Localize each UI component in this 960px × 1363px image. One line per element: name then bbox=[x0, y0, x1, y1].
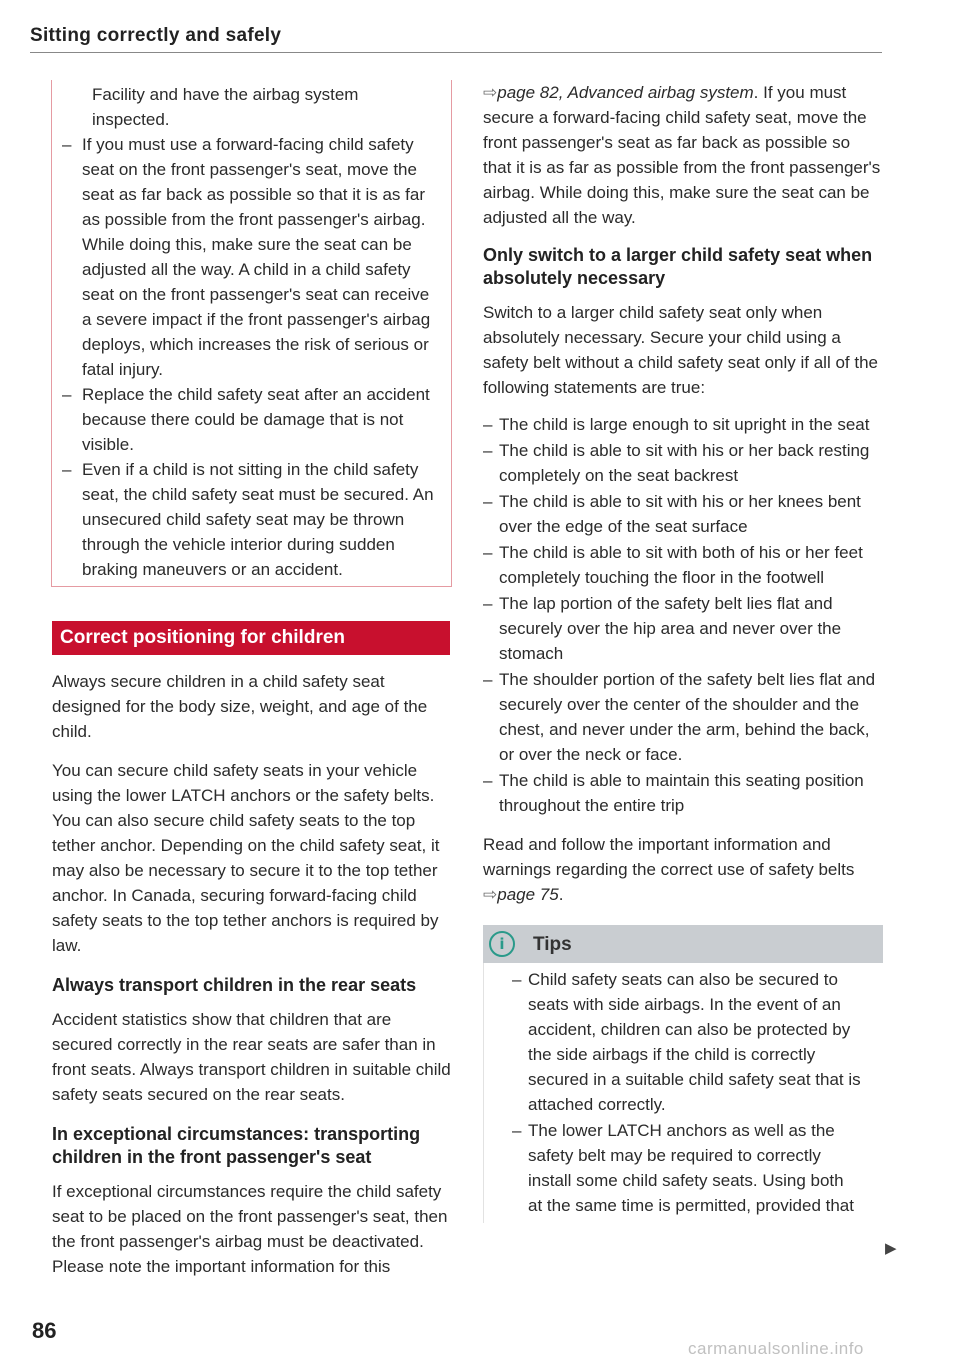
airbag-page-link[interactable]: page 82, Advanced airbag system bbox=[497, 83, 754, 102]
page-number: 86 bbox=[32, 1318, 57, 1343]
list-item: – The child is able to sit with both of his or her feet completely touching the floor in the footwell bbox=[483, 543, 863, 587]
warning-item: – If you must use a forward-facing child safety seat on the front passenger's seat, move the seat as far back as possible so that it is as far as possible from the front passenger's airbag. While doing this, make sure the seat can be adjusted all the way. A child in a child safety seat on the front passenger's seat can receive a severe impact if the front passenger's airbag deploys, which increases the risk of serious or fatal injury. bbox=[62, 135, 431, 379]
warning-item: – Even if a child is not sitting in the child safety seat, the child safety seat must be secured. An unsecured child safety seat may be thrown through the vehicle interior during sudden braking maneuvers or an accident. bbox=[62, 460, 434, 579]
continue-arrow-icon: ▶ bbox=[885, 1240, 897, 1257]
link-arrow-icon: ⇨ bbox=[483, 83, 498, 102]
safety-belts-page-link[interactable]: page 75 bbox=[497, 885, 559, 904]
list-item: – The child is able to sit with his or her back resting completely on the seat backrest bbox=[483, 441, 870, 485]
watermark: carmanualsonline.info bbox=[688, 1339, 864, 1358]
tips-item: – The lower LATCH anchors as well as the safety belt may be required to correctly install some child safety seats. Using both at the same time is permitted, provided that bbox=[512, 1121, 854, 1215]
section-banner-title: Correct positioning for children bbox=[52, 621, 450, 655]
list-item: – The child is large enough to sit upright in the seat bbox=[483, 415, 870, 434]
tips-item: – Child safety seats can also be secured to seats with side airbags. In the event of an accident, children can also be protected by the side airbags if the child is correctly secured in a suitable child safety seat that is attached correctly. bbox=[512, 970, 861, 1114]
exceptional-text: If exceptional circumstances require the child safety seat to be placed on the front passenger's seat, then the front passenger's airbag must be deactivated. Please note the important information for this bbox=[52, 1182, 448, 1276]
exceptional-heading: In exceptional circumstances: transporting children in the front passenger's seat bbox=[52, 1124, 421, 1167]
link-arrow-icon: ⇨ bbox=[483, 885, 498, 904]
info-icon: i bbox=[489, 931, 515, 957]
tips-body bbox=[483, 963, 883, 1223]
larger-seat-heading: Only switch to a larger child safety seat when absolutely necessary bbox=[483, 245, 873, 288]
list-item: – The child is able to maintain this seating position throughout the entire trip bbox=[483, 771, 864, 815]
latch-paragraph: You can secure child safety seats in your vehicle using the lower LATCH anchors or the safety belts. You can also secure child safety seats to the top tether anchor. Depending on the child safety seat, it may also be necessary to secure it to the top tether anchor. In Canada, securing forward-facing child safety seats to the top tether anchors is required by law. bbox=[52, 761, 440, 955]
rear-seats-text: Accident statistics show that children that are secured correctly in the rear seats are safer than in front seats. Always transport children in suitable child safety seats secured on the rear seats. bbox=[52, 1010, 451, 1104]
header-title: Sitting correctly and safely bbox=[30, 25, 282, 46]
list-item: – The child is able to sit with his or her knees bent over the edge of the seat surface bbox=[483, 492, 861, 536]
right-column bbox=[483, 80, 883, 1223]
list-item: – The lap portion of the safety belt lies flat and securely over the hip area and never over the stomach bbox=[483, 594, 842, 663]
exceptional-continued: ⇨page 82, Advanced airbag system. If you must secure a forward-facing child safety seat, move the front passenger's seat as far back as possible so that it is as far as possible from the front passenger's airbag. While doing this, make sure the seat can be adjusted all the way. bbox=[483, 83, 881, 227]
warning-continuation: Facility and have the airbag system inspected. bbox=[92, 85, 359, 129]
list-item: – The shoulder portion of the safety belt lies flat and securely over the center of the shoulder and the chest, and never under the arm, behind the back, or over the neck or face. bbox=[483, 670, 876, 764]
page-header bbox=[30, 22, 882, 53]
tips-label: Tips bbox=[533, 933, 572, 955]
follow-text: Read and follow the important information and warnings regarding the correct use of safety belts ⇨page 75. bbox=[483, 835, 855, 904]
larger-seat-text: Switch to a larger child safety seat only when absolutely necessary. Secure your child using a safety belt without a child safety seat only if all of the following statements are true: bbox=[483, 303, 878, 397]
rear-seats-heading: Always transport children in the rear seats bbox=[52, 975, 417, 995]
tips-box bbox=[483, 925, 883, 1223]
warning-item: – Replace the child safety seat after an accident because there could be damage that is not visible. bbox=[62, 385, 430, 454]
section-intro: Always secure children in a child safety seat designed for the body size, weight, and age of the child. bbox=[52, 672, 428, 741]
requirements-list bbox=[483, 412, 883, 818]
warning-box bbox=[51, 80, 452, 587]
left-column bbox=[52, 80, 452, 1279]
tips-header bbox=[483, 925, 883, 963]
